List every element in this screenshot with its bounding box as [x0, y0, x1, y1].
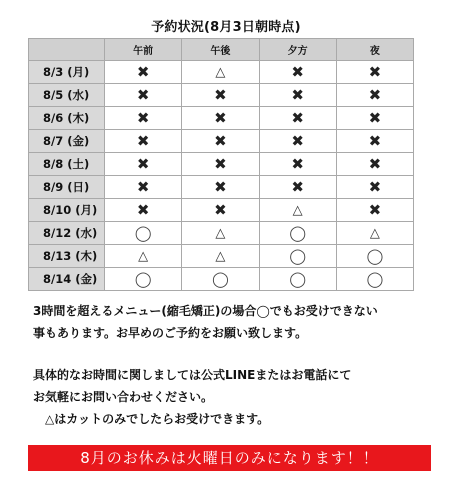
cross-mark: ✖ — [136, 108, 150, 127]
cross-mark: ✖ — [368, 108, 382, 127]
row-date: 8/3 (月) — [29, 61, 105, 84]
table-body — [29, 61, 414, 291]
availability-cell — [182, 84, 259, 107]
cross-mark: ✖ — [214, 85, 227, 104]
row-date: 8/13 (木) — [29, 245, 105, 268]
table-row — [29, 268, 414, 291]
table-row — [29, 130, 414, 153]
availability-cell — [336, 153, 413, 176]
availability-cell — [105, 61, 182, 84]
cross-mark: ✖ — [291, 154, 304, 173]
cross-mark: ✖ — [291, 177, 304, 196]
note-line: お気軽にお問い合わせください。 — [33, 390, 214, 404]
row-date: 8/7 (金) — [29, 130, 105, 153]
circle-mark: ◯ — [289, 269, 307, 288]
cross-mark: ✖ — [368, 177, 382, 196]
note-line: 3時間を超えるメニュー(縮毛矯正)の場合◯でもお受けできない — [33, 304, 378, 318]
cross-mark: ✖ — [136, 200, 150, 219]
availability-cell — [259, 268, 336, 291]
circle-mark: ◯ — [366, 269, 384, 288]
note-line: 具体的なお時間に関しましては公式LINEまたはお電話にて — [33, 368, 352, 382]
cross-mark: ✖ — [291, 108, 304, 127]
cross-mark: ✖ — [214, 108, 227, 127]
table-row — [29, 153, 414, 176]
availability-cell — [259, 199, 336, 222]
cross-mark: ✖ — [368, 85, 382, 104]
cross-mark: ✖ — [291, 85, 304, 104]
cross-mark: ✖ — [368, 200, 382, 219]
cross-mark: ✖ — [368, 131, 382, 150]
availability-cell — [259, 84, 336, 107]
page-title: 予約状況(8月3日朝時点) — [151, 20, 301, 35]
header-night: 夜 — [336, 39, 413, 61]
availability-cell — [105, 268, 182, 291]
availability-cell — [182, 199, 259, 222]
reservation-table — [28, 38, 414, 291]
availability-cell — [336, 130, 413, 153]
cross-mark: ✖ — [368, 154, 382, 173]
circle-mark: ◯ — [289, 246, 307, 265]
availability-cell — [336, 199, 413, 222]
availability-cell — [105, 130, 182, 153]
table-row — [29, 61, 414, 84]
note-line: △はカットのみでしたらお受けできます。 — [33, 412, 270, 426]
availability-cell — [105, 107, 182, 130]
availability-cell — [259, 61, 336, 84]
header-morning: 午前 — [105, 39, 182, 61]
availability-cell — [336, 107, 413, 130]
cross-mark: ✖ — [368, 62, 382, 81]
row-date: 8/10 (月) — [29, 199, 105, 222]
availability-cell — [259, 130, 336, 153]
header-afternoon: 午後 — [182, 39, 259, 61]
row-date: 8/14 (金) — [29, 268, 105, 291]
header-corner — [29, 39, 105, 61]
circle-mark: ◯ — [134, 223, 152, 242]
availability-cell — [182, 176, 259, 199]
availability-cell — [336, 84, 413, 107]
triangle-mark: △ — [138, 249, 149, 264]
availability-cell — [336, 245, 413, 268]
circle-mark: ◯ — [134, 269, 152, 288]
availability-cell — [259, 176, 336, 199]
cross-mark: ✖ — [136, 154, 150, 173]
availability-cell — [105, 222, 182, 245]
notes-paragraph-2 — [33, 364, 433, 430]
notes-paragraph-1 — [33, 300, 433, 344]
cross-mark: ✖ — [214, 177, 227, 196]
table-row — [29, 176, 414, 199]
cross-mark: ✖ — [214, 131, 227, 150]
availability-cell — [259, 153, 336, 176]
table-row — [29, 222, 414, 245]
triangle-mark: △ — [215, 226, 226, 241]
cross-mark: ✖ — [291, 131, 304, 150]
availability-cell — [182, 130, 259, 153]
availability-cell — [105, 153, 182, 176]
table-row — [29, 199, 414, 222]
availability-cell — [259, 222, 336, 245]
availability-cell — [182, 268, 259, 291]
availability-cell — [336, 222, 413, 245]
availability-cell — [336, 61, 413, 84]
note-line: 事もあります。お早めのご予約をお願い致します。 — [33, 326, 308, 340]
row-date: 8/12 (水) — [29, 222, 105, 245]
availability-cell — [182, 107, 259, 130]
availability-cell — [182, 153, 259, 176]
availability-cell — [105, 84, 182, 107]
table-row — [29, 84, 414, 107]
table-header-row — [29, 39, 414, 61]
row-date: 8/9 (日) — [29, 176, 105, 199]
availability-cell — [336, 268, 413, 291]
circle-mark: ◯ — [289, 223, 307, 242]
triangle-mark: △ — [369, 226, 380, 241]
row-date: 8/5 (水) — [29, 84, 105, 107]
availability-cell — [105, 176, 182, 199]
availability-cell — [105, 199, 182, 222]
header-evening: 夕方 — [259, 39, 336, 61]
availability-cell — [336, 176, 413, 199]
triangle-mark: △ — [215, 249, 226, 264]
cross-mark: ✖ — [136, 62, 150, 81]
table-row — [29, 245, 414, 268]
row-date: 8/6 (木) — [29, 107, 105, 130]
availability-cell — [182, 245, 259, 268]
availability-cell — [259, 107, 336, 130]
cross-mark: ✖ — [291, 62, 304, 81]
cross-mark: ✖ — [136, 177, 150, 196]
cross-mark: ✖ — [136, 85, 150, 104]
cross-mark: ✖ — [214, 154, 227, 173]
availability-cell — [182, 61, 259, 84]
circle-mark: ◯ — [366, 246, 384, 265]
row-date: 8/8 (土) — [29, 153, 105, 176]
holiday-banner: 8月のお休みは火曜日のみになります！！ — [28, 445, 431, 471]
table-row — [29, 107, 414, 130]
triangle-mark: △ — [292, 203, 303, 218]
triangle-mark: △ — [215, 65, 226, 80]
availability-cell — [105, 245, 182, 268]
cross-mark: ✖ — [136, 131, 150, 150]
availability-cell — [182, 222, 259, 245]
availability-cell — [259, 245, 336, 268]
cross-mark: ✖ — [214, 200, 227, 219]
circle-mark: ◯ — [211, 269, 229, 288]
